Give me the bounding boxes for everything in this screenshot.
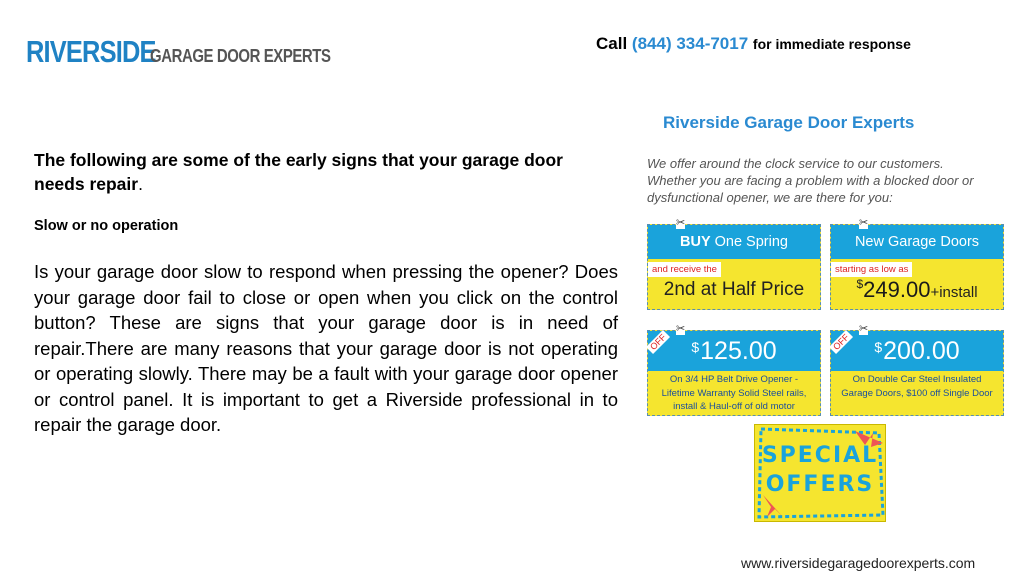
call-suffix: for immediate response	[752, 36, 911, 52]
coupon-band	[648, 225, 820, 259]
logo-brand: RIVERSIDE	[26, 34, 156, 69]
coupon-price-band	[648, 331, 820, 371]
dollar-sign: $	[874, 339, 883, 355]
heading-text: The following are some of the early signs that your garage door needs repair	[34, 150, 563, 194]
coupon-price	[831, 277, 1003, 303]
coupon-double-door[interactable]	[830, 323, 1004, 416]
phone-link[interactable]: (844) 334-7017	[631, 34, 749, 53]
off-tag: OFF	[829, 330, 853, 354]
coupon-desc: On Double Car Steel Insulated Garage Doors, $100 off Single Door	[841, 374, 993, 399]
dollar-sign: $	[856, 277, 864, 291]
scissors-icon: ✂	[859, 323, 869, 335]
logo[interactable]	[26, 34, 368, 69]
coupon-price-band	[831, 331, 1003, 371]
article-subheading: Slow or no operation	[34, 218, 179, 234]
special-offers-badge[interactable]	[754, 424, 886, 522]
sidebar-title: Riverside Garage Door Experts	[663, 113, 915, 132]
coupon-label: New Garage Doors	[854, 234, 980, 250]
coupon-desc: On 3/4 HP Belt Drive Opener - Lifetime Warranty Solid Steel rails, install & Haul-off of old motor	[661, 374, 807, 412]
coupon-new-doors[interactable]	[830, 217, 1004, 310]
logo-tagline: GARAGE DOOR EXPERTS	[150, 46, 331, 66]
sidebar-intro: We offer around the clock service to our customers. Whether you are facing a problem with a blocked door or dysfunctional opener, we are there for you:	[647, 156, 974, 205]
coupon-bold: BUY	[680, 234, 711, 250]
coupon-sub: and receive the	[648, 262, 721, 277]
article-body: Is your garage door slow to respond when pressing the opener? Does your garage door fail to close or open when you click on the control button? These are signs that your garage door is in need of repair.There are many reasons that your garage door is not operating or operating slowly. There may be a fault with your garage door opener or control panel. It is important to get a Riverside professional in to repair the garage door.	[34, 261, 618, 435]
coupon-sub: starting as low as	[831, 262, 912, 277]
footer-url[interactable]: www.riversidegaragedoorexperts.com	[741, 555, 976, 571]
scissors-icon: ✂	[859, 217, 869, 229]
price-value: 249.00	[863, 277, 931, 302]
price-value: 125.00	[700, 336, 777, 365]
special-line-2: OFFERS	[765, 472, 875, 497]
coupon-opener[interactable]	[647, 323, 821, 416]
scissors-icon: ✂	[676, 323, 686, 335]
scissors-icon: ✂	[676, 217, 686, 229]
off-tag: OFF	[646, 330, 670, 354]
coupon-main: 2nd at Half Price	[663, 279, 805, 300]
coupon-buy-spring[interactable]	[647, 217, 821, 310]
heading-end: .	[138, 174, 143, 194]
special-line-1: SPECIAL	[761, 443, 879, 468]
price-value: 200.00	[883, 336, 960, 365]
coupon-label: One Spring	[714, 234, 788, 250]
price-suffix: +install	[930, 284, 978, 301]
special-offers-text	[755, 441, 885, 499]
call-prefix: Call	[596, 34, 628, 53]
coupon-band	[831, 225, 1003, 259]
call-line	[596, 34, 911, 54]
dollar-sign: $	[691, 339, 700, 355]
article-heading	[34, 148, 574, 196]
